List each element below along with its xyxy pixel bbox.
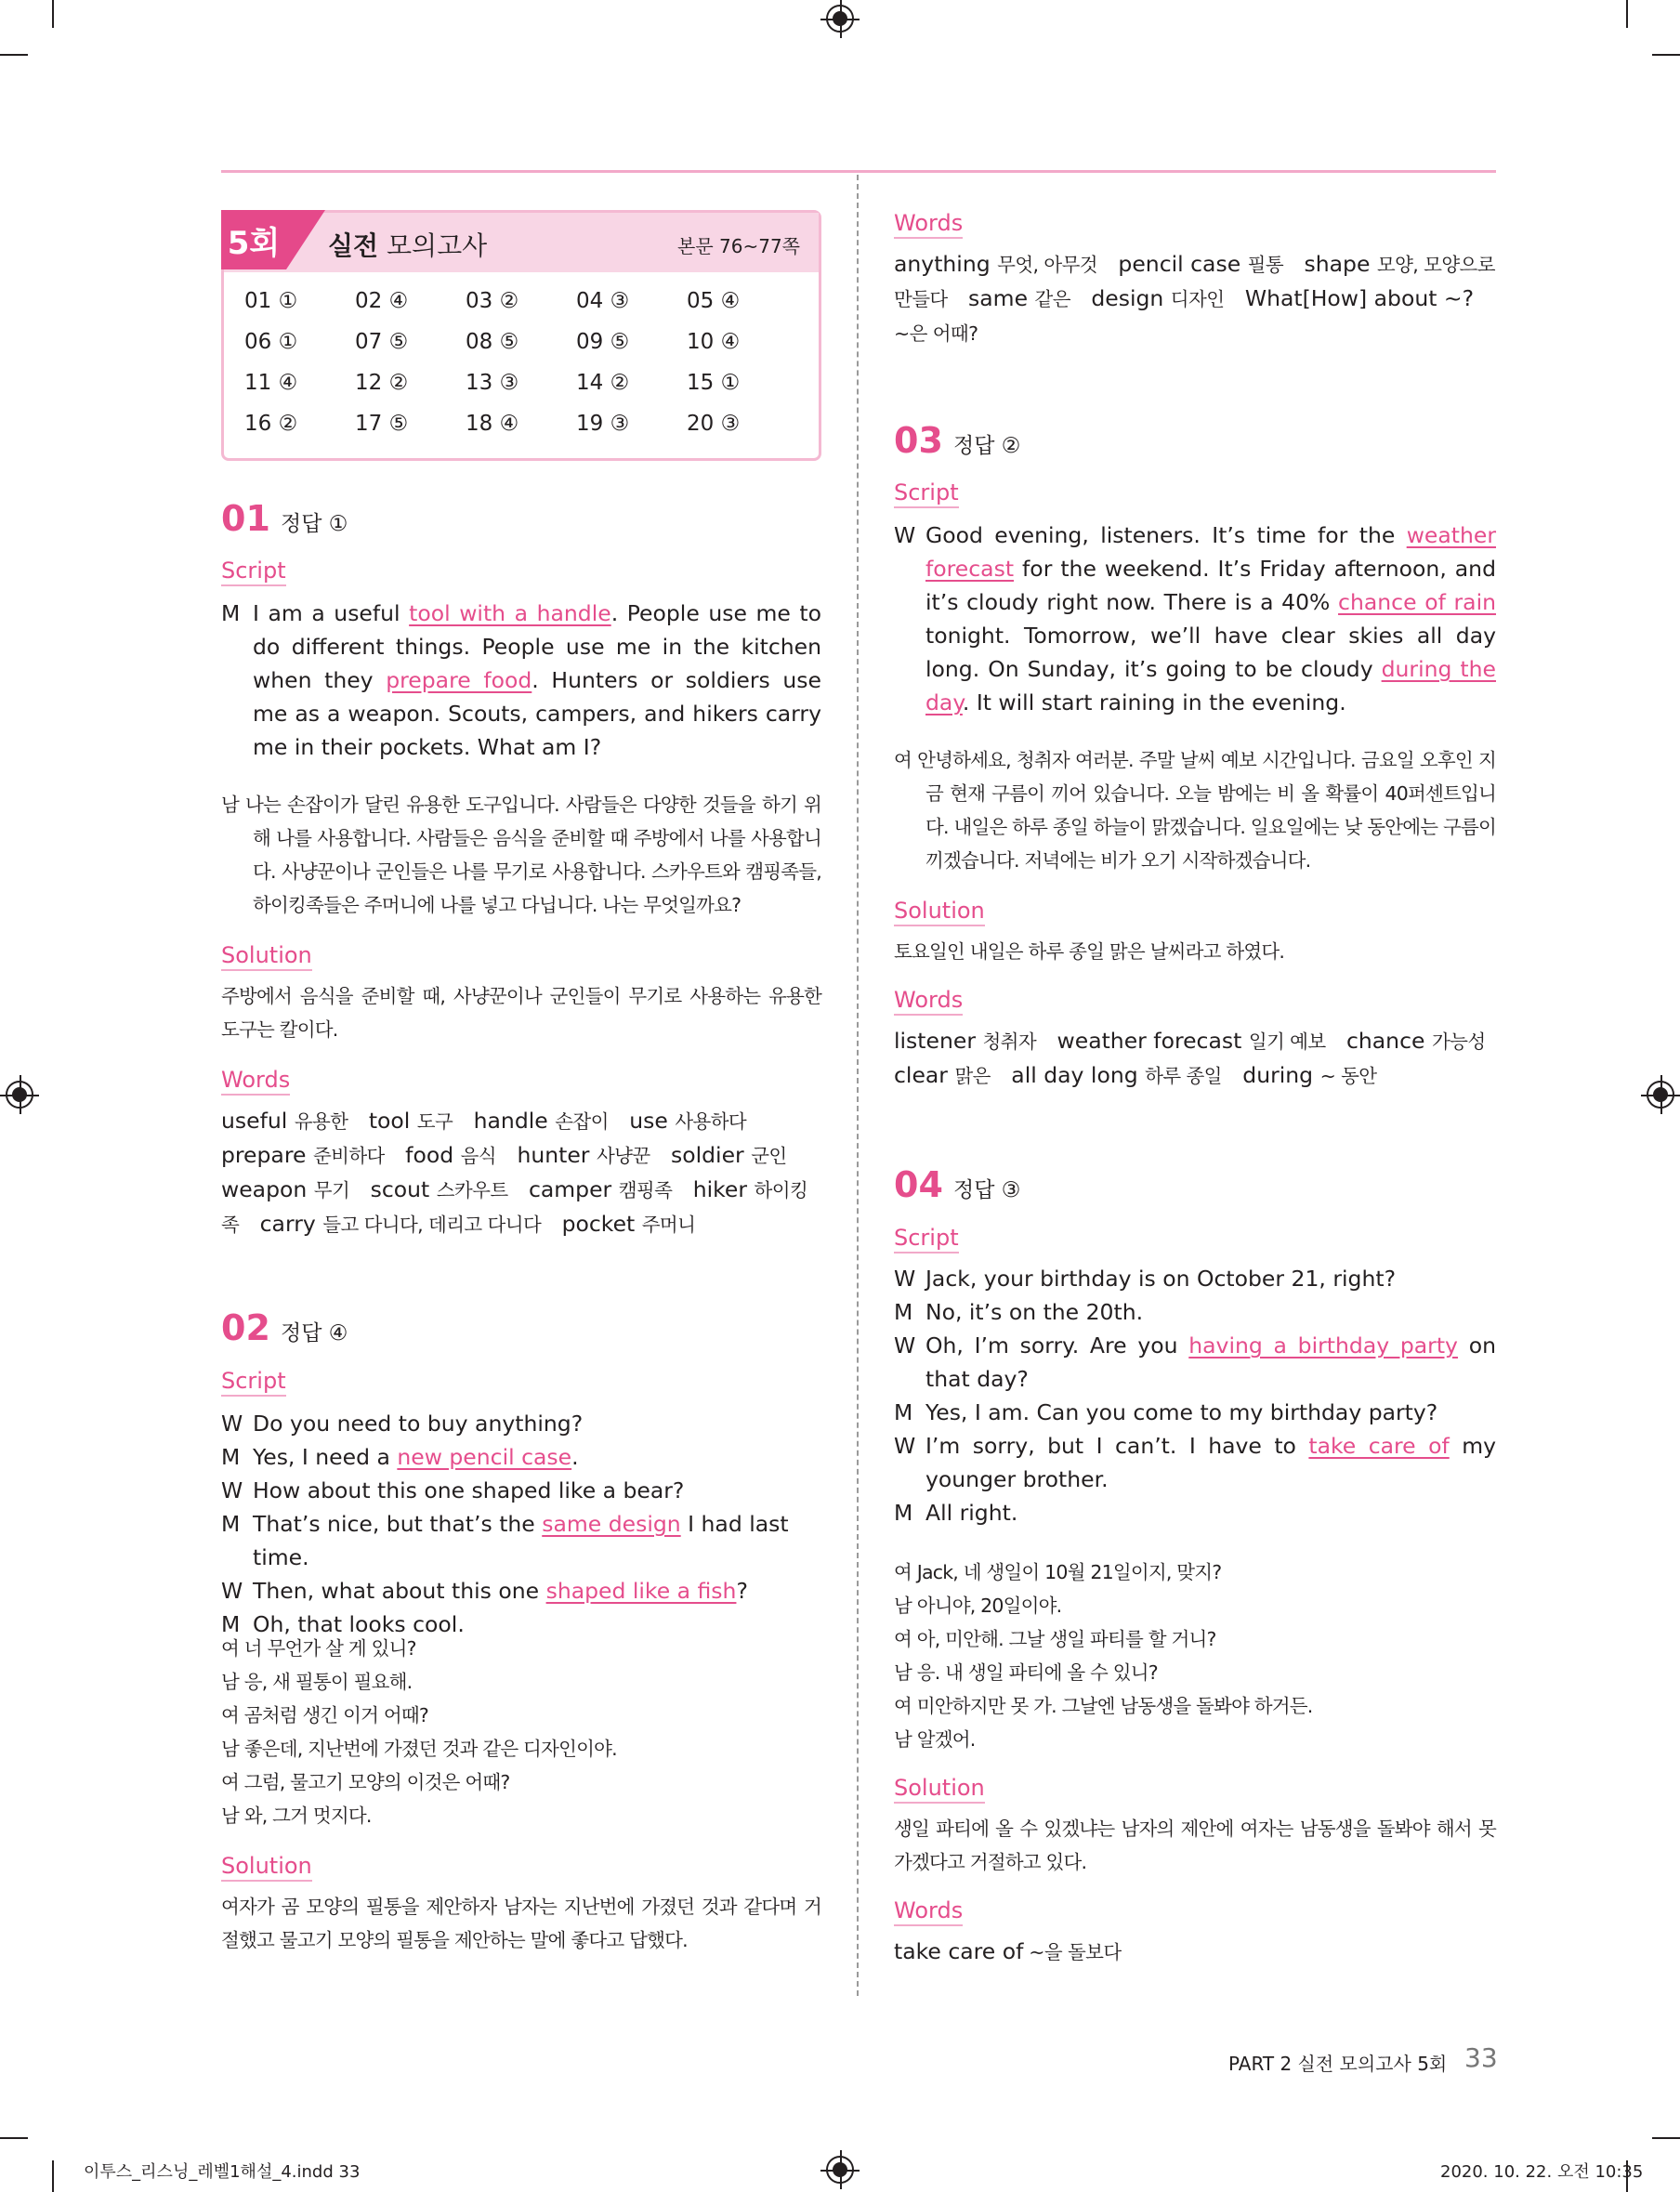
- key-phrase: tool with a handle: [409, 600, 611, 626]
- solution-text: 토요일인 내일은 하루 종일 맑은 날씨라고 하였다.: [894, 940, 1285, 963]
- footer-section-label: PART 2 실전 모의고사 5회: [1228, 2053, 1448, 2075]
- question-number: 04: [894, 1164, 943, 1205]
- script-line: M Oh, that looks cool.: [221, 1611, 465, 1637]
- translation-line: 여 곰처럼 생긴 이거 어때?: [221, 1704, 428, 1726]
- answer-item: 15 ①: [687, 371, 741, 395]
- words-heading: Words: [894, 1897, 963, 1926]
- registration-mark-icon: [1647, 1081, 1674, 1109]
- script-line: M I am a useful tool with a handle. People use me to do different things. People use me in the kitchen when they prepare food. Hunters or soldiers use me as a weapon. Scouts, campers, and hikers carry me in their pockets. What am I?: [221, 597, 821, 764]
- translation-line: 남 와, 그거 멋지다.: [221, 1805, 372, 1827]
- script-line: M Yes, I am. Can you come to my birthday party?: [894, 1399, 1438, 1425]
- answer-item: 03 ②: [466, 289, 519, 313]
- solution-heading: Solution: [221, 1853, 312, 1882]
- script-line: W Do you need to buy anything?: [221, 1411, 584, 1437]
- translation-line: 남 응. 내 생일 파티에 올 수 있니?: [894, 1661, 1158, 1684]
- solution-heading: Solution: [894, 898, 985, 926]
- question-number: 02: [221, 1307, 270, 1348]
- question-number: 03: [894, 420, 943, 461]
- script-line: M No, it’s on the 20th.: [894, 1299, 1144, 1325]
- script-line: W Good evening, listeners. It’s time for the weather forecast for the weekend. It’s Friday afternoon, and it’s cloudy right now. There is a 40% chance of rain tonight. Tomorrow, we’ll have clear skies all day long. On Sunday, it’s going to be cloudy during the day. It will start raining in the evening.: [894, 522, 1496, 715]
- answer-item: 08 ⑤: [466, 330, 519, 354]
- crop-mark: [52, 0, 54, 28]
- answer-item: 11 ④: [244, 371, 298, 395]
- vocab-list: take care of ~을 돌보다: [894, 1938, 1122, 1964]
- translation-line: 남 알겠어.: [894, 1728, 976, 1751]
- answer-key-box: [221, 210, 821, 461]
- translation-line: 남 아니야, 20일이야.: [894, 1595, 1062, 1617]
- page-number: 33: [1464, 2042, 1498, 2073]
- speaker-label: M: [221, 600, 241, 626]
- korean-translation: 남 나는 손잡이가 달린 유용한 도구입니다. 사람들은 다양한 것들을 하기 위해 나를 사용합니다. 사람들은 음식을 준비할 때 주방에서 나를 사용합니다. 사냥꾼이나 군인들은 나를 무기로 사용합니다. 스카우트와 캠핑족들, 하이킹족들은 주머니에 나를 넣고 다닙니다. 나는 무엇일까요?: [221, 794, 821, 916]
- answer-item: 19 ③: [576, 412, 630, 436]
- answer-item: 02 ④: [355, 289, 409, 313]
- vocab-list: useful 유용한 tool 도구 handle 손잡이 use 사용하다 prepare 준비하다 food 음식 hunter 사냥꾼 soldier 군인 weapon 무기 scout 스카우트 camper 캠핑족 hiker 하이킹족 carry 들고 다니다, 데리고 다니다 pocket 주머니: [221, 1108, 808, 1237]
- script-heading: Script: [221, 558, 286, 586]
- translation-line: 남 응, 새 필통이 필요해.: [221, 1671, 413, 1693]
- korean-translation: [894, 1555, 1496, 1756]
- answer-grid: [244, 289, 797, 438]
- column-divider: [857, 175, 859, 1996]
- key-phrase: chance of rain: [1338, 589, 1496, 615]
- key-phrase: having a birthday party: [1188, 1332, 1458, 1359]
- key-phrase: during the day: [925, 656, 1496, 715]
- registration-mark-icon: [826, 5, 854, 33]
- crop-mark: [52, 2160, 54, 2192]
- answer-item: 01 ①: [244, 289, 298, 313]
- answer-item: 18 ④: [466, 412, 519, 436]
- translation-line: 여 그럼, 물고기 모양의 이것은 어때?: [221, 1771, 510, 1793]
- question-number: 01: [221, 498, 270, 539]
- answer-item: 06 ①: [244, 330, 298, 354]
- answer-item: 07 ⑤: [355, 330, 409, 354]
- crop-mark: [0, 54, 28, 56]
- solution-text: 여자가 곰 모양의 필통을 제안하자 남자는 지난번에 가졌던 것과 같다며 거절했고 물고기 모양의 필통을 제안하는 말에 좋다고 답했다.: [221, 1896, 821, 1951]
- crop-mark: [1652, 54, 1680, 56]
- answer-item: 13 ③: [466, 371, 519, 395]
- question-answer: 정답 ③: [953, 1178, 1021, 1202]
- translation-line: 여 너 무언가 살 게 있니?: [221, 1637, 416, 1660]
- script-line: W Then, what about this one shaped like a fish?: [221, 1578, 748, 1604]
- answer-item: 05 ④: [687, 289, 741, 313]
- registration-mark-icon: [6, 1081, 33, 1109]
- script-text: [894, 518, 1496, 719]
- translation-line: 남 좋은데, 지난번에 가졌던 것과 같은 디자인이야.: [221, 1738, 617, 1760]
- korean-translation: 여 안녕하세요, 청취자 여러분. 주말 날씨 예보 시간입니다. 금요일 오후인 지금 현재 구름이 끼어 있습니다. 오늘 밤에는 비 올 확률이 40퍼센트입니다. 내일은 하루 종일 하늘이 맑겠습니다. 일요일에는 낮 동안에는 구름이 끼겠습니다. 저녁에는 비가 오기 시작하겠습니다.: [894, 749, 1496, 872]
- script-heading: Script: [894, 479, 959, 508]
- answer-item: 14 ②: [576, 371, 630, 395]
- badge-arrow: [286, 210, 325, 269]
- key-phrase: same design: [542, 1511, 681, 1537]
- script-line: W I’m sorry, but I can’t. I have to take care of my younger brother.: [894, 1433, 1496, 1492]
- vocab-list: anything 무엇, 아무것 pencil case 필통 shape 모양, 모양으로 만들다 same 같은 design 디자인 What[How] about ~? ~은 어때?: [894, 251, 1495, 345]
- answer-item: 17 ⑤: [355, 412, 409, 436]
- words-heading: Words: [221, 1067, 290, 1096]
- script-heading: Script: [894, 1225, 959, 1254]
- translation-line: 여 아, 미안해. 그날 생일 파티를 할 거니?: [894, 1628, 1216, 1650]
- test-badge: 5회: [221, 210, 286, 269]
- script-line: M That’s nice, but that’s the same design I had last time.: [221, 1511, 789, 1570]
- print-slug-date: 2020. 10. 22. 오전 10:35: [1440, 2162, 1644, 2182]
- script-line: M All right.: [894, 1500, 1018, 1526]
- script-text: [221, 597, 821, 764]
- solution-heading: Solution: [221, 942, 312, 971]
- page-reference: 본문 76~77쪽: [677, 235, 800, 257]
- answer-item: 10 ④: [687, 330, 741, 354]
- answer-item: 09 ⑤: [576, 330, 630, 354]
- script-line: W Jack, your birthday is on October 21, right?: [894, 1266, 1397, 1292]
- key-phrase: shaped like a fish: [545, 1578, 737, 1604]
- key-phrase: take care of: [1308, 1433, 1450, 1459]
- question-answer: 정답 ④: [281, 1321, 348, 1345]
- script-heading: Script: [221, 1368, 286, 1397]
- solution-text: 생일 파티에 올 수 있겠냐는 남자의 제안에 여자는 남동생을 돌봐야 해서 못 가겠다고 거절하고 있다.: [894, 1818, 1496, 1873]
- answer-item: 20 ③: [687, 412, 741, 436]
- answer-box-title: 실전 모의고사: [328, 230, 488, 261]
- question-answer: 정답 ①: [281, 512, 348, 536]
- words-heading: Words: [894, 210, 963, 239]
- solution-heading: Solution: [894, 1775, 985, 1804]
- script-line: W Oh, I’m sorry. Are you having a birthday party on that day?: [894, 1332, 1496, 1392]
- question-answer: 정답 ②: [953, 434, 1021, 458]
- script-text: [221, 1407, 821, 1641]
- words-heading: Words: [894, 987, 963, 1016]
- print-slug-file: 이투스_리스닝_레벨1해설_4.indd 33: [84, 2162, 361, 2182]
- script-text: [894, 1262, 1496, 1529]
- crop-mark: [0, 2137, 28, 2139]
- registration-mark-icon: [826, 2156, 854, 2184]
- script-line: M Yes, I need a new pencil case.: [221, 1444, 579, 1470]
- solution-text: 주방에서 음식을 준비할 때, 사냥꾼이나 군인들이 무기로 사용하는 유용한 도구는 칼이다.: [221, 985, 821, 1041]
- key-phrase: new pencil case: [397, 1444, 572, 1470]
- vocab-list: listener 청취자 weather forecast 일기 예보 chance 가능성 clear 맑은 all day long 하루 종일 during ~ 동안: [894, 1028, 1486, 1088]
- answer-item: 12 ②: [355, 371, 409, 395]
- crop-mark: [1652, 2137, 1680, 2139]
- top-rule: [221, 170, 1496, 173]
- translation-line: 여 미안하지만 못 가. 그날엔 남동생을 돌봐야 하거든.: [894, 1695, 1313, 1717]
- key-phrase: weather forecast: [925, 522, 1496, 582]
- translation-line: 여 Jack, 네 생일이 10월 21일이지, 맞지?: [894, 1561, 1222, 1583]
- answer-item: 16 ②: [244, 412, 298, 436]
- key-phrase: prepare food: [386, 667, 532, 693]
- korean-translation: [221, 1632, 821, 1832]
- answer-item: 04 ③: [576, 289, 630, 313]
- script-line: W How about this one shaped like a bear?: [221, 1477, 685, 1503]
- crop-mark: [1626, 0, 1628, 28]
